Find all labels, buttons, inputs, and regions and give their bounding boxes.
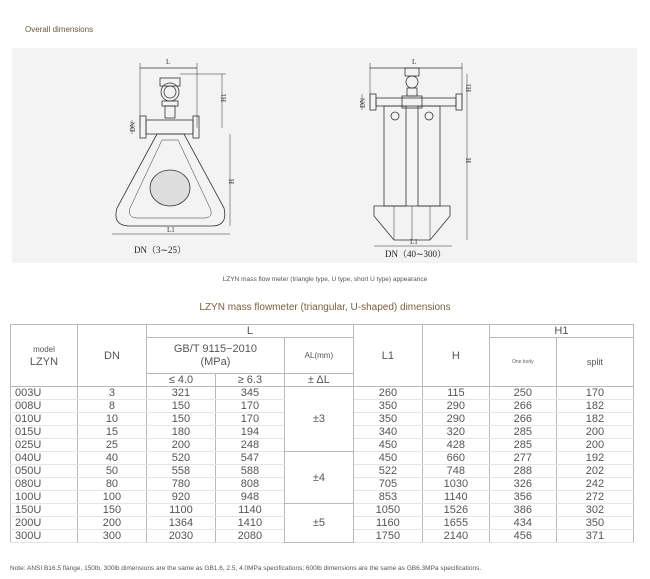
table-cell: 345 [215,387,284,400]
table-cell: 300U [11,530,78,543]
table-cell: 2030 [146,530,215,543]
table-cell: 340 [353,426,422,439]
table-cell: 1100 [146,504,215,517]
al-group-cell: ±5 [284,504,353,543]
table-cell: 2080 [215,530,284,543]
table-cell: 350 [556,517,633,530]
table-cell: 748 [422,465,489,478]
header-model: model LZYN [11,325,78,387]
header-one-body: One body [489,338,556,387]
table-cell: 321 [146,387,215,400]
header-pm-dl: ± ΔL [284,374,353,387]
header-al: AL(mm) [284,338,353,374]
table-cell: 202 [556,465,633,478]
u-meter-drawing [362,63,467,246]
table-cell: 285 [489,439,556,452]
figure-caption: LZYN mass flow meter (triangle type, U type, short U type) appearance [222,276,428,283]
table-cell: 456 [489,530,556,543]
dimension-drawing [12,48,637,263]
label-DN-right: DN [359,97,367,108]
table-cell: 1050 [353,504,422,517]
table-cell: 660 [422,452,489,465]
table-cell: 1526 [422,504,489,517]
table-cell: 320 [422,426,489,439]
table-cell: 40 [77,452,146,465]
table-cell: 050U [11,465,78,478]
table-cell: 150 [77,504,146,517]
table-cell: 192 [556,452,633,465]
label-H-left: H [228,178,236,184]
table-cell: 434 [489,517,556,530]
table-row [11,504,634,517]
header-h1: H1 [489,325,633,338]
al-group-cell: ±4 [284,452,353,504]
table-cell: 588 [215,465,284,478]
table-cell: 025U [11,439,78,452]
table-cell: 170 [215,400,284,413]
table-row [11,452,634,465]
table-cell: 808 [215,478,284,491]
table-cell: 10 [77,413,146,426]
table-cell: 50 [77,465,146,478]
table-cell: 3 [77,387,146,400]
label-L1-right: L1 [410,238,418,246]
table-cell: 386 [489,504,556,517]
table-cell: 290 [422,400,489,413]
table-cell: 248 [215,439,284,452]
table-title: LZYN mass flowmeter (triangular, U-shaped) dimensions [199,302,451,313]
label-L-right: L [412,58,417,66]
table-cell: 705 [353,478,422,491]
table-cell: 194 [215,426,284,439]
table-cell: 1410 [215,517,284,530]
table-cell: 182 [556,413,633,426]
triangle-meter-drawing [112,63,230,234]
label-H1-left: H1 [220,93,228,102]
table-cell: 1364 [146,517,215,530]
table-cell: 170 [556,387,633,400]
header-L: L [146,325,353,338]
table-cell: 150U [11,504,78,517]
table-cell: 1160 [353,517,422,530]
table-cell: 356 [489,491,556,504]
table-cell: 015U [11,426,78,439]
table-cell: 1655 [422,517,489,530]
table-cell: 2140 [422,530,489,543]
table-cell: 010U [11,413,78,426]
table-cell: 290 [422,413,489,426]
table-cell: 200 [556,426,633,439]
table-cell: 948 [215,491,284,504]
table-cell: 170 [215,413,284,426]
table-cell: 150 [146,413,215,426]
table-cell: 350 [353,413,422,426]
dimensions-table [10,324,634,543]
table-cell: 1140 [215,504,284,517]
table-cell: 182 [556,400,633,413]
table-cell: 100U [11,491,78,504]
table-cell: 326 [489,478,556,491]
header-dn: DN [77,325,146,387]
table-cell: 288 [489,465,556,478]
table-cell: 272 [556,491,633,504]
table-cell: 547 [215,452,284,465]
table-cell: 285 [489,426,556,439]
label-L-left: L [166,58,171,66]
table-cell: 040U [11,452,78,465]
table-cell: 260 [353,387,422,400]
right-caption: DN（40∼300） [385,249,447,259]
header-l1: L1 [353,325,422,387]
table-cell: 558 [146,465,215,478]
table-cell: 450 [353,439,422,452]
al-group-cell: ±3 [284,387,353,452]
table-cell: 003U [11,387,78,400]
table-cell: 15 [77,426,146,439]
table-cell: 302 [556,504,633,517]
table-cell: 780 [146,478,215,491]
header-gbt: GB/T 9115−2010 (MPa) [146,338,284,374]
table-cell: 428 [422,439,489,452]
table-cell: 1750 [353,530,422,543]
table-cell: 80 [77,478,146,491]
table-cell: 520 [146,452,215,465]
section-title: Overall dimensions [25,25,94,34]
table-cell: 200 [77,517,146,530]
table-cell: 1030 [422,478,489,491]
label-L1-left: L1 [167,226,175,234]
table-cell: 522 [353,465,422,478]
table-cell: 080U [11,478,78,491]
label-H1-right: H1 [465,83,473,92]
table-cell: 277 [489,452,556,465]
table-cell: 200U [11,517,78,530]
table-cell: 250 [489,387,556,400]
table-cell: 200 [556,439,633,452]
header-ge63: ≥ 6.3 [215,374,284,387]
table-cell: 008U [11,400,78,413]
label-H-right: H [465,157,473,163]
table-cell: 371 [556,530,633,543]
table-cell: 25 [77,439,146,452]
table-cell: 150 [146,400,215,413]
table-cell: 300 [77,530,146,543]
header-split: split [556,338,633,387]
table-cell: 1140 [422,491,489,504]
table-cell: 8 [77,400,146,413]
table-cell: 200 [146,439,215,452]
table-cell: 853 [353,491,422,504]
footnote: Note: ANSI B16.5 flange, 150lb, 300lb dimensions are the same as GB1.6, 2.5, 4.0MPa specifications; 600lb dimensions are the same as GB6.3MPa specifications. [10,565,482,572]
table-cell: 350 [353,400,422,413]
drawing-svg [12,48,637,263]
left-caption: DN（3∼25） [134,245,187,255]
table-cell: 180 [146,426,215,439]
table-cell: 100 [77,491,146,504]
table-cell: 920 [146,491,215,504]
table-cell: 450 [353,452,422,465]
table-cell: 115 [422,387,489,400]
table-cell: 266 [489,400,556,413]
header-le40: ≤ 4.0 [146,374,215,387]
table-cell: 266 [489,413,556,426]
table-body [11,387,634,543]
header-h: H [422,325,489,387]
table-cell: 242 [556,478,633,491]
label-DN-left: DN [129,121,137,132]
table-row [11,387,634,400]
